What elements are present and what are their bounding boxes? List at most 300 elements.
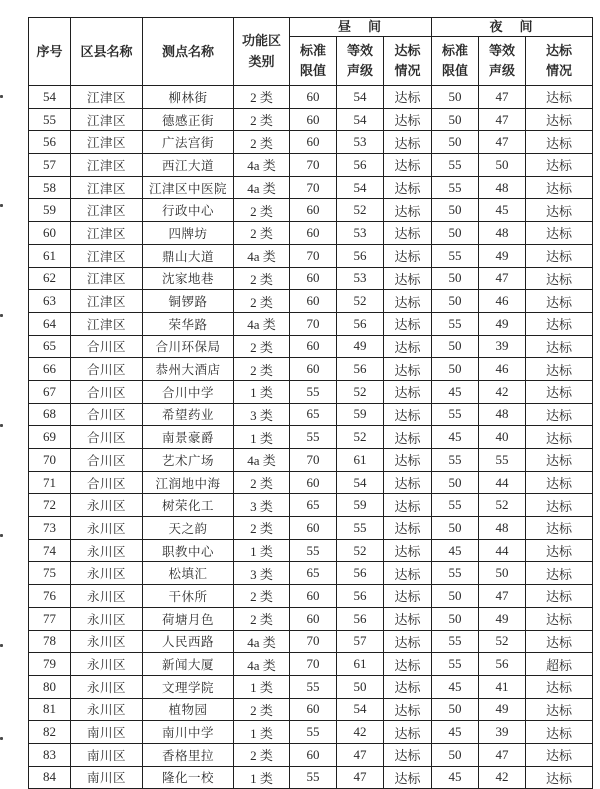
cell-night-level: 49 — [479, 698, 526, 721]
col-header-night-group: 夜 间 — [432, 18, 593, 37]
cell-day-status: 达标 — [384, 743, 432, 766]
cell-day-level: 59 — [337, 403, 384, 426]
cell-day-limit: 60 — [290, 585, 337, 608]
cell-zone: 4a 类 — [234, 154, 290, 177]
table-row — [29, 244, 593, 267]
cell-day-limit: 70 — [290, 176, 337, 199]
cell-site: 文理学院 — [143, 675, 234, 698]
cell-night-status: 达标 — [526, 222, 593, 245]
cell-day-limit: 55 — [290, 426, 337, 449]
cell-serial: 74 — [29, 539, 71, 562]
cell-serial: 84 — [29, 766, 71, 789]
cell-district: 永川区 — [71, 698, 143, 721]
cell-night-limit: 50 — [432, 335, 479, 358]
scan-speck — [0, 424, 3, 427]
cell-night-level: 48 — [479, 517, 526, 540]
table-row — [29, 199, 593, 222]
cell-day-status: 达标 — [384, 562, 432, 585]
cell-serial: 55 — [29, 108, 71, 131]
cell-day-status: 达标 — [384, 630, 432, 653]
cell-day-level: 56 — [337, 154, 384, 177]
col-header-night-standard-line2: 限值 — [442, 63, 469, 78]
cell-district: 永川区 — [71, 494, 143, 517]
cell-site: 铜锣路 — [143, 290, 234, 313]
cell-night-limit: 55 — [432, 449, 479, 472]
cell-serial: 61 — [29, 244, 71, 267]
cell-district: 合川区 — [71, 380, 143, 403]
cell-night-limit: 45 — [432, 539, 479, 562]
cell-zone: 2 类 — [234, 743, 290, 766]
cell-day-level: 61 — [337, 653, 384, 676]
cell-night-status: 达标 — [526, 743, 593, 766]
cell-night-status: 达标 — [526, 312, 593, 335]
cell-site: 香格里拉 — [143, 743, 234, 766]
cell-serial: 79 — [29, 653, 71, 676]
cell-day-status: 达标 — [384, 267, 432, 290]
cell-day-status: 达标 — [384, 766, 432, 789]
col-header-day-status-line2: 情况 — [394, 63, 421, 78]
cell-site: 希望药业 — [143, 403, 234, 426]
cell-night-level: 52 — [479, 630, 526, 653]
cell-district: 永川区 — [71, 517, 143, 540]
cell-night-level: 46 — [479, 290, 526, 313]
cell-zone: 2 类 — [234, 222, 290, 245]
cell-day-level: 52 — [337, 199, 384, 222]
cell-day-limit: 55 — [290, 721, 337, 744]
table-row — [29, 766, 593, 789]
cell-serial: 58 — [29, 176, 71, 199]
cell-district: 永川区 — [71, 675, 143, 698]
cell-night-status: 达标 — [526, 721, 593, 744]
cell-night-level: 50 — [479, 562, 526, 585]
cell-district: 合川区 — [71, 449, 143, 472]
cell-day-level: 54 — [337, 108, 384, 131]
table-row — [29, 517, 593, 540]
cell-site: 恭州大酒店 — [143, 358, 234, 381]
table-row — [29, 403, 593, 426]
cell-day-limit: 60 — [290, 607, 337, 630]
cell-night-level: 46 — [479, 358, 526, 381]
cell-district: 永川区 — [71, 630, 143, 653]
cell-district: 永川区 — [71, 539, 143, 562]
cell-serial: 57 — [29, 154, 71, 177]
cell-day-level: 56 — [337, 585, 384, 608]
cell-day-status: 达标 — [384, 380, 432, 403]
cell-day-limit: 60 — [290, 267, 337, 290]
cell-night-level: 42 — [479, 766, 526, 789]
col-header-day-standard-line2: 限值 — [299, 63, 326, 78]
cell-day-limit: 60 — [290, 743, 337, 766]
table-row — [29, 494, 593, 517]
cell-night-status: 达标 — [526, 403, 593, 426]
cell-day-limit: 70 — [290, 653, 337, 676]
cell-night-limit: 50 — [432, 743, 479, 766]
cell-night-level: 49 — [479, 244, 526, 267]
cell-night-level: 55 — [479, 449, 526, 472]
cell-serial: 63 — [29, 290, 71, 313]
table-row — [29, 675, 593, 698]
cell-day-limit: 70 — [290, 630, 337, 653]
cell-day-level: 54 — [337, 86, 384, 109]
cell-zone: 2 类 — [234, 290, 290, 313]
cell-night-limit: 50 — [432, 290, 479, 313]
cell-day-status: 达标 — [384, 426, 432, 449]
cell-night-status: 达标 — [526, 358, 593, 381]
cell-zone: 2 类 — [234, 199, 290, 222]
cell-district: 南川区 — [71, 721, 143, 744]
cell-day-status: 达标 — [384, 494, 432, 517]
cell-day-limit: 60 — [290, 698, 337, 721]
cell-day-limit: 60 — [290, 86, 337, 109]
cell-day-level: 56 — [337, 607, 384, 630]
cell-site: 江津区中医院 — [143, 176, 234, 199]
cell-zone: 2 类 — [234, 131, 290, 154]
cell-day-level: 55 — [337, 517, 384, 540]
cell-district: 江津区 — [71, 312, 143, 335]
cell-district: 合川区 — [71, 335, 143, 358]
cell-zone: 1 类 — [234, 380, 290, 403]
cell-day-limit: 70 — [290, 244, 337, 267]
cell-zone: 1 类 — [234, 675, 290, 698]
cell-day-limit: 55 — [290, 766, 337, 789]
cell-zone: 2 类 — [234, 585, 290, 608]
cell-district: 永川区 — [71, 585, 143, 608]
cell-day-level: 47 — [337, 743, 384, 766]
col-header-serial: 序号 — [29, 18, 71, 86]
cell-district: 永川区 — [71, 607, 143, 630]
cell-night-level: 47 — [479, 86, 526, 109]
cell-site: 行政中心 — [143, 199, 234, 222]
cell-night-level: 50 — [479, 154, 526, 177]
table-row — [29, 653, 593, 676]
cell-night-limit: 50 — [432, 131, 479, 154]
table-row — [29, 131, 593, 154]
cell-night-status: 达标 — [526, 675, 593, 698]
table-row — [29, 222, 593, 245]
cell-day-limit: 60 — [290, 131, 337, 154]
cell-day-status: 达标 — [384, 176, 432, 199]
col-header-site: 测点名称 — [143, 18, 234, 86]
cell-day-limit: 70 — [290, 154, 337, 177]
cell-serial: 66 — [29, 358, 71, 381]
cell-serial: 78 — [29, 630, 71, 653]
cell-district: 南川区 — [71, 766, 143, 789]
table-body — [29, 86, 593, 789]
col-header-zone — [234, 18, 290, 86]
table-row — [29, 585, 593, 608]
cell-day-limit: 65 — [290, 403, 337, 426]
cell-day-limit: 65 — [290, 494, 337, 517]
cell-night-level: 48 — [479, 403, 526, 426]
cell-zone: 2 类 — [234, 698, 290, 721]
cell-zone: 2 类 — [234, 86, 290, 109]
table-row — [29, 607, 593, 630]
table-row — [29, 335, 593, 358]
cell-day-status: 达标 — [384, 698, 432, 721]
cell-night-level: 48 — [479, 176, 526, 199]
cell-site: 鼎山大道 — [143, 244, 234, 267]
cell-night-status: 达标 — [526, 494, 593, 517]
cell-district: 合川区 — [71, 403, 143, 426]
cell-day-level: 54 — [337, 471, 384, 494]
cell-night-level: 42 — [479, 380, 526, 403]
cell-night-status: 达标 — [526, 539, 593, 562]
cell-district: 合川区 — [71, 358, 143, 381]
cell-serial: 73 — [29, 517, 71, 540]
cell-day-limit: 70 — [290, 449, 337, 472]
cell-day-status: 达标 — [384, 607, 432, 630]
cell-night-level: 47 — [479, 585, 526, 608]
cell-zone: 3 类 — [234, 562, 290, 585]
cell-night-level: 47 — [479, 267, 526, 290]
cell-zone: 4a 类 — [234, 312, 290, 335]
cell-night-limit: 50 — [432, 607, 479, 630]
cell-serial: 72 — [29, 494, 71, 517]
cell-site: 艺术广场 — [143, 449, 234, 472]
cell-site: 隆化一校 — [143, 766, 234, 789]
cell-day-level: 53 — [337, 222, 384, 245]
cell-site: 广法宫街 — [143, 131, 234, 154]
cell-serial: 80 — [29, 675, 71, 698]
cell-night-limit: 55 — [432, 312, 479, 335]
cell-day-level: 57 — [337, 630, 384, 653]
cell-night-level: 47 — [479, 108, 526, 131]
scan-speck — [0, 314, 3, 317]
cell-site: 树荣化工 — [143, 494, 234, 517]
cell-day-status: 达标 — [384, 449, 432, 472]
cell-day-status: 达标 — [384, 517, 432, 540]
cell-day-limit: 60 — [290, 290, 337, 313]
cell-site: 合川中学 — [143, 380, 234, 403]
cell-day-level: 53 — [337, 131, 384, 154]
cell-day-limit: 55 — [290, 380, 337, 403]
table-row — [29, 312, 593, 335]
cell-day-level: 56 — [337, 358, 384, 381]
cell-night-limit: 45 — [432, 675, 479, 698]
cell-day-level: 49 — [337, 335, 384, 358]
table-row — [29, 267, 593, 290]
col-header-district: 区县名称 — [71, 18, 143, 86]
cell-day-level: 56 — [337, 562, 384, 585]
cell-district: 永川区 — [71, 653, 143, 676]
cell-district: 合川区 — [71, 426, 143, 449]
cell-day-level: 47 — [337, 766, 384, 789]
cell-day-limit: 65 — [290, 562, 337, 585]
table-row — [29, 743, 593, 766]
cell-serial: 69 — [29, 426, 71, 449]
cell-day-status: 达标 — [384, 290, 432, 313]
cell-night-status: 达标 — [526, 698, 593, 721]
cell-day-level: 54 — [337, 698, 384, 721]
cell-zone: 2 类 — [234, 358, 290, 381]
cell-day-level: 52 — [337, 426, 384, 449]
cell-day-status: 达标 — [384, 653, 432, 676]
cell-night-status: 达标 — [526, 585, 593, 608]
cell-night-status: 达标 — [526, 607, 593, 630]
col-header-night-level — [479, 37, 526, 86]
table-row — [29, 86, 593, 109]
col-header-day-level-line1: 等效 — [346, 42, 373, 58]
cell-site: 柳林街 — [143, 86, 234, 109]
cell-night-limit: 55 — [432, 403, 479, 426]
cell-night-level: 45 — [479, 199, 526, 222]
cell-day-limit: 60 — [290, 335, 337, 358]
cell-zone: 4a 类 — [234, 630, 290, 653]
cell-day-level: 52 — [337, 539, 384, 562]
cell-zone: 3 类 — [234, 403, 290, 426]
cell-serial: 56 — [29, 131, 71, 154]
cell-night-limit: 55 — [432, 562, 479, 585]
scan-speck — [0, 204, 3, 207]
scan-speck — [0, 644, 3, 647]
cell-day-status: 达标 — [384, 403, 432, 426]
table-row — [29, 426, 593, 449]
cell-day-level: 52 — [337, 290, 384, 313]
cell-night-status: 达标 — [526, 267, 593, 290]
table-row — [29, 380, 593, 403]
cell-day-status: 达标 — [384, 358, 432, 381]
cell-night-status: 达标 — [526, 471, 593, 494]
cell-district: 南川区 — [71, 743, 143, 766]
cell-night-status: 达标 — [526, 562, 593, 585]
cell-night-level: 47 — [479, 743, 526, 766]
cell-night-level: 48 — [479, 222, 526, 245]
cell-serial: 83 — [29, 743, 71, 766]
scan-speck — [0, 737, 3, 740]
cell-night-limit: 45 — [432, 380, 479, 403]
cell-day-status: 达标 — [384, 312, 432, 335]
cell-serial: 70 — [29, 449, 71, 472]
cell-site: 荷塘月色 — [143, 607, 234, 630]
cell-night-status: 达标 — [526, 244, 593, 267]
cell-night-level: 52 — [479, 494, 526, 517]
cell-district: 合川区 — [71, 471, 143, 494]
cell-day-limit: 60 — [290, 222, 337, 245]
cell-serial: 81 — [29, 698, 71, 721]
cell-day-limit: 55 — [290, 675, 337, 698]
cell-district: 江津区 — [71, 108, 143, 131]
col-header-zone-line1: 功能区 — [241, 33, 281, 49]
cell-night-level: 49 — [479, 312, 526, 335]
col-header-day-status — [384, 37, 432, 86]
cell-zone: 4a 类 — [234, 449, 290, 472]
table-row — [29, 176, 593, 199]
cell-night-limit: 55 — [432, 244, 479, 267]
cell-night-limit: 55 — [432, 494, 479, 517]
cell-site: 西江大道 — [143, 154, 234, 177]
col-header-night-status — [526, 37, 593, 86]
col-header-day-standard — [290, 37, 337, 86]
cell-serial: 60 — [29, 222, 71, 245]
col-header-day-status-line1: 达标 — [394, 42, 421, 58]
cell-night-limit: 50 — [432, 108, 479, 131]
cell-day-level: 52 — [337, 380, 384, 403]
table-row — [29, 108, 593, 131]
cell-day-level: 53 — [337, 267, 384, 290]
cell-night-level: 41 — [479, 675, 526, 698]
cell-night-status: 达标 — [526, 517, 593, 540]
cell-zone: 2 类 — [234, 335, 290, 358]
cell-site: 职教中心 — [143, 539, 234, 562]
cell-district: 江津区 — [71, 131, 143, 154]
cell-district: 江津区 — [71, 199, 143, 222]
cell-day-level: 42 — [337, 721, 384, 744]
cell-zone: 1 类 — [234, 539, 290, 562]
cell-day-status: 达标 — [384, 199, 432, 222]
cell-day-status: 达标 — [384, 675, 432, 698]
cell-night-status: 达标 — [526, 86, 593, 109]
cell-night-status: 超标 — [526, 653, 593, 676]
table-row — [29, 154, 593, 177]
cell-site: 德感正街 — [143, 108, 234, 131]
cell-night-limit: 55 — [432, 630, 479, 653]
cell-site: 南川中学 — [143, 721, 234, 744]
cell-serial: 64 — [29, 312, 71, 335]
cell-serial: 75 — [29, 562, 71, 585]
cell-day-status: 达标 — [384, 335, 432, 358]
cell-serial: 62 — [29, 267, 71, 290]
cell-serial: 65 — [29, 335, 71, 358]
cell-site: 新闻大厦 — [143, 653, 234, 676]
col-header-zone-line2: 类别 — [248, 53, 275, 69]
cell-site: 荣华路 — [143, 312, 234, 335]
cell-day-limit: 60 — [290, 471, 337, 494]
cell-day-limit: 60 — [290, 358, 337, 381]
cell-district: 江津区 — [71, 176, 143, 199]
cell-night-level: 39 — [479, 721, 526, 744]
cell-day-limit: 55 — [290, 539, 337, 562]
cell-day-limit: 60 — [290, 108, 337, 131]
table-row — [29, 290, 593, 313]
cell-zone: 2 类 — [234, 108, 290, 131]
cell-site: 沈家地巷 — [143, 267, 234, 290]
col-header-night-standard-line1: 标准 — [442, 42, 469, 58]
cell-district: 江津区 — [71, 222, 143, 245]
cell-night-limit: 50 — [432, 222, 479, 245]
cell-day-limit: 60 — [290, 517, 337, 540]
col-header-night-status-line2: 情况 — [546, 63, 573, 78]
header-group-row — [29, 18, 593, 37]
cell-serial: 59 — [29, 199, 71, 222]
cell-serial: 76 — [29, 585, 71, 608]
cell-site: 四牌坊 — [143, 222, 234, 245]
col-header-day-level — [337, 37, 384, 86]
cell-night-level: 44 — [479, 539, 526, 562]
cell-night-status: 达标 — [526, 131, 593, 154]
cell-zone: 1 类 — [234, 721, 290, 744]
cell-day-status: 达标 — [384, 471, 432, 494]
col-header-night-status-line1: 达标 — [546, 42, 573, 58]
table-header — [29, 18, 593, 86]
cell-night-limit: 50 — [432, 86, 479, 109]
cell-night-level: 49 — [479, 607, 526, 630]
cell-night-status: 达标 — [526, 290, 593, 313]
col-header-day-level-line2: 声级 — [346, 63, 373, 78]
cell-site: 合川环保局 — [143, 335, 234, 358]
cell-night-status: 达标 — [526, 766, 593, 789]
cell-serial: 67 — [29, 380, 71, 403]
col-header-night-level-line1: 等效 — [489, 42, 516, 58]
cell-day-level: 61 — [337, 449, 384, 472]
table-row — [29, 471, 593, 494]
cell-day-limit: 70 — [290, 312, 337, 335]
cell-night-limit: 45 — [432, 426, 479, 449]
cell-day-status: 达标 — [384, 108, 432, 131]
cell-night-level: 40 — [479, 426, 526, 449]
cell-night-level: 47 — [479, 131, 526, 154]
cell-night-limit: 45 — [432, 721, 479, 744]
cell-day-level: 56 — [337, 244, 384, 267]
